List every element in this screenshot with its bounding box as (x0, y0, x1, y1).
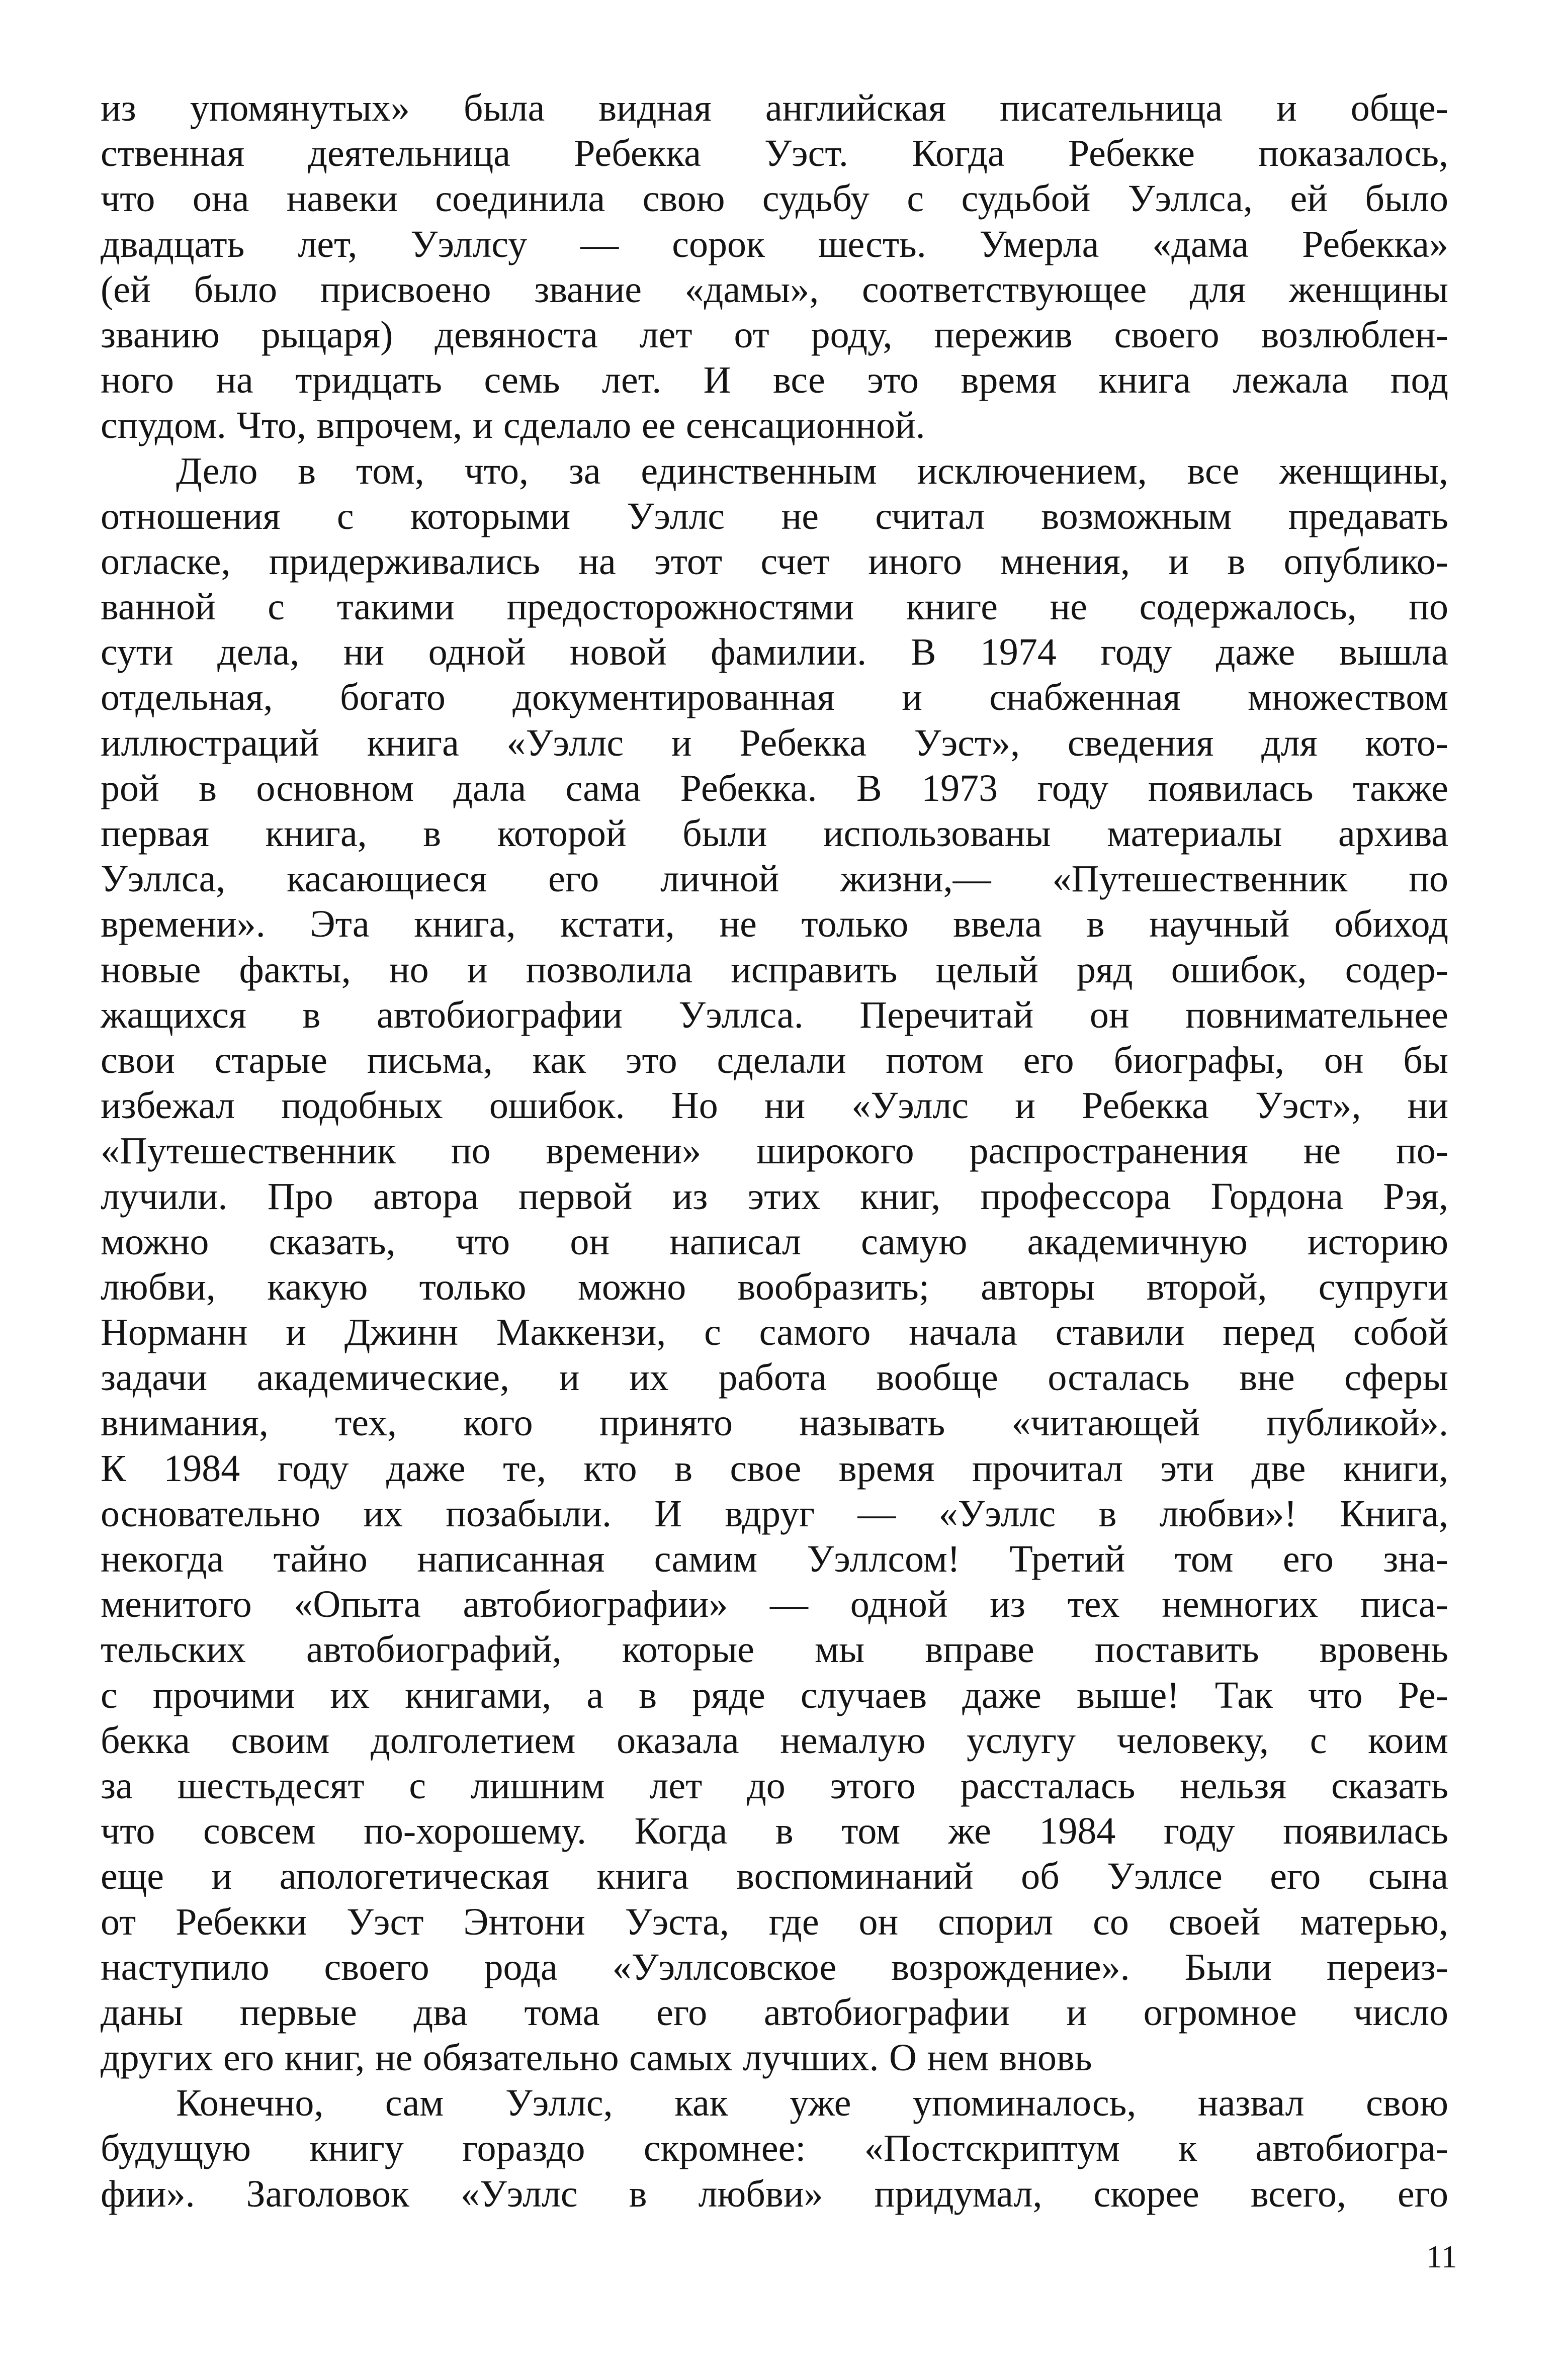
text-line: огласке, придерживались на этот счет иного мнения, и в опублико- (101, 540, 1448, 583)
text-line: званию рыцаря) девяноста лет от роду, пережив своего возлюблен- (101, 313, 1448, 356)
text-line: даны первые два тома его автобиографии и огромное число (101, 1991, 1448, 2034)
text-line: основательно их позабыли. И вдруг — «Уэллс в любви»! Книга, (101, 1492, 1448, 1535)
text-line: первая книга, в которой были использованы материалы архива (101, 812, 1448, 855)
text-line: тельских автобиографий, которые мы вправе поставить вровень (101, 1628, 1448, 1671)
text-line: ванной с такими предосторожностями книге не содержалось, по (101, 586, 1448, 628)
text-line: некогда тайно написанная самим Уэллсом! Третий том его зна- (101, 1538, 1448, 1580)
text-line: сути дела, ни одной новой фамилии. В 1974 году даже вышла (101, 631, 1448, 674)
text-line: внимания, тех, кого принято называть «читающей публикой». (101, 1402, 1448, 1444)
text-line: времени». Эта книга, кстати, не только ввела в научный обиход (101, 903, 1448, 946)
text-line: менитого «Опыта автобиографии» — одной из тех немногих писа- (101, 1583, 1448, 1626)
text-line: Уэллса, касающиеся его личной жизни,— «Путешественник по (101, 858, 1448, 900)
text-line: от Ребекки Уэст Энтони Уэста, где он спорил со своей матерью, (101, 1900, 1448, 1943)
text-line: наступило своего рода «Уэллсовское возрождение». Были переиз- (101, 1946, 1448, 1988)
text-line: лучили. Про автора первой из этих книг, профессора Гордона Рэя, (101, 1175, 1448, 1218)
text-line: что она навеки соединила свою судьбу с судьбой Уэллса, ей было (101, 177, 1448, 220)
page-body (101, 85, 1448, 2308)
text-line: задачи академические, и их работа вообще осталась вне сферы (101, 1356, 1448, 1399)
text-line: что совсем по-хорошему. Когда в том же 1984 году появилась (101, 1810, 1448, 1853)
text-line: можно сказать, что он написал самую академичную историю (101, 1220, 1448, 1263)
text-line: новые факты, но и позволила исправить целый ряд ошибок, содер- (101, 948, 1448, 991)
text-line: Норманн и Джинн Маккензи, с самого начала ставили перед собой (101, 1311, 1448, 1354)
text-line: Конечно, сам Уэллс, как уже упоминалось, назвал свою (176, 2082, 1448, 2125)
text-line: Дело в том, что, за единственным исключением, все женщины, (176, 449, 1448, 492)
text-line: фии». Заголовок «Уэллс в любви» придумал, скорее всего, его (101, 2172, 1448, 2215)
text-line: других его книг, не обязательно самых лучших. О нем вновь (101, 2037, 1092, 2079)
text-line: с прочими их книгами, а в ряде случаев даже выше! Так что Ре- (101, 1674, 1448, 1716)
page-number: 11 (1426, 2239, 1457, 2274)
text-line: свои старые письма, как это сделали потом его биографы, он бы (101, 1039, 1448, 1081)
text-line: избежал подобных ошибок. Но ни «Уэллс и Ребекка Уэст», ни (101, 1084, 1448, 1127)
paragraph (101, 2080, 1448, 2217)
text-line: ного на тридцать семь лет. И все это время книга лежала под (101, 359, 1448, 402)
text-line: из упомянутых» была видная английская писательница и обще- (101, 87, 1448, 129)
text-line: К 1984 году даже те, кто в свое время прочитал эти две книги, (101, 1447, 1448, 1490)
text-line: жащихся в автобиографии Уэллса. Перечитай он повнимательнее (101, 993, 1448, 1036)
text-line: бекка своим долголетием оказала немалую услугу человеку, с коим (101, 1719, 1448, 1762)
text-line: двадцать лет, Уэллсу — сорок шесть. Умерла «дама Ребекка» (101, 223, 1448, 265)
text-line: спудом. Что, впрочем, и сделало ее сенсационной. (101, 404, 925, 447)
paragraph (101, 448, 1448, 2081)
paragraph (101, 85, 1448, 448)
text-line: (ей было присвоено звание «дамы», соответствующее для женщины (101, 268, 1448, 311)
text-line: отношения с которыми Уэллс не считал возможным предавать (101, 495, 1448, 537)
text-line: иллюстраций книга «Уэллс и Ребекка Уэст», сведения для кото- (101, 721, 1448, 764)
text-line: ственная деятельница Ребекка Уэст. Когда Ребекке показалось, (101, 132, 1448, 175)
text-line: «Путешественник по времени» широкого распространения не по- (101, 1130, 1448, 1172)
text-line: любви, какую только можно вообразить; авторы второй, супруги (101, 1265, 1448, 1308)
text-line: за шестьдесят с лишним лет до этого рассталась нельзя сказать (101, 1764, 1448, 1807)
text-line: будущую книгу гораздо скромнее: «Постскриптум к автобиогра- (101, 2127, 1448, 2170)
text-line: рой в основном дала сама Ребекка. В 1973 году появилась также (101, 767, 1448, 809)
text-line: отдельная, богато документированная и снабженная множеством (101, 676, 1448, 719)
text-line: еще и апологетическая книга воспоминаний об Уэллсе его сына (101, 1855, 1448, 1898)
